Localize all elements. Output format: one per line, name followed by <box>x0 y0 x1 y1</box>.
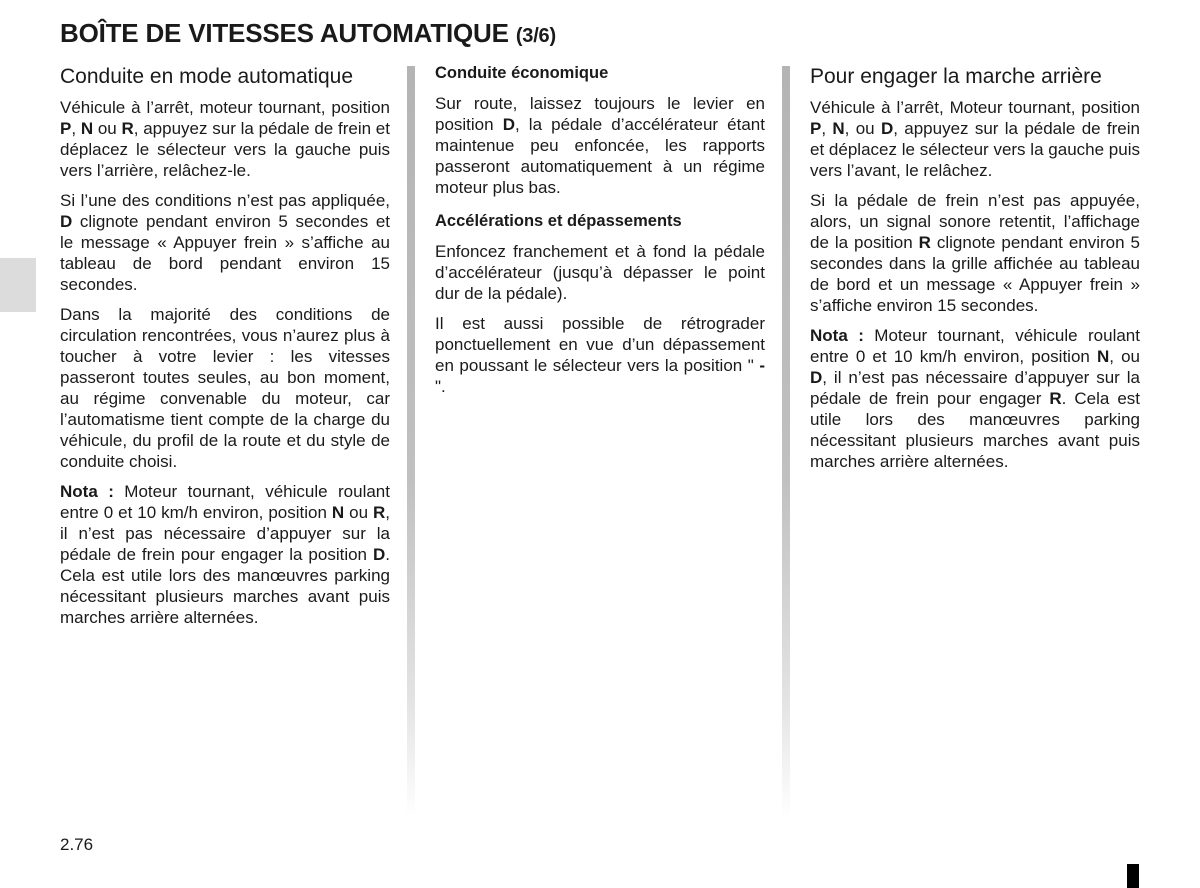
paragraph: Enfoncez franchement et à fond la pédale d’accélérateur (jusqu’à dépasser le point dur de la pédale). <box>435 242 765 303</box>
page-edge-marker <box>1127 864 1139 888</box>
page-title <box>60 18 556 49</box>
text-run: . Cela est utile lors des manœuvres parking nécessitant plusieurs marches avant puis marches arrière alternées. <box>810 389 1141 471</box>
column-reverse-gear <box>810 64 1140 481</box>
subsection-heading: Conduite économique <box>435 64 609 82</box>
position-letter: N <box>832 119 845 138</box>
text-run: ou <box>344 503 373 522</box>
paragraph <box>435 313 765 397</box>
position-letter: D <box>502 115 515 134</box>
text-run: , <box>71 119 81 138</box>
position-letter: R <box>373 503 386 522</box>
position-letter: P <box>60 119 72 138</box>
text-run: Si l’une des conditions n’est pas appliquée, <box>60 191 390 210</box>
position-letter: R <box>121 119 134 138</box>
text-run: , ou <box>844 119 881 138</box>
text-run: , <box>821 119 833 138</box>
column-economy-driving <box>435 63 765 406</box>
position-letter: P <box>810 119 822 138</box>
text-run: Véhicule à l’arrêt, Moteur tournant, position <box>810 98 1140 117</box>
text-run: ". <box>435 377 446 396</box>
paragraph <box>60 190 390 295</box>
section-heading: Conduite en mode automatique <box>60 65 354 88</box>
text-run: clignote pendant environ 5 secondes et le message « Appuyer frein » s’affiche au tableau de bord pendant environ 15 secondes. <box>60 212 390 294</box>
text-run: ou <box>93 119 122 138</box>
column-divider <box>407 66 415 818</box>
note-paragraph <box>60 481 390 628</box>
text-run: Si la pédale de frein n’est pas appuyée, alors, un signal sonore retentit, l’affichage de la position <box>810 191 1140 252</box>
page-title-main: BOÎTE DE VITESSES AUTOMATIQUE <box>60 18 509 48</box>
text-run: Moteur tournant, véhicule roulant entre 0 et 10 km/h environ, position <box>810 326 1140 366</box>
position-letter: N <box>80 119 94 138</box>
text-run: , la pédale d’accélérateur étant maintenue peu enfoncée, les rapports passeront automatiquement à un régime moteur plus bas. <box>435 115 765 197</box>
text-run: Moteur tournant, véhicule roulant entre 0 et 10 km/h environ, position <box>60 482 390 522</box>
text-run: , ou <box>1109 347 1141 366</box>
position-letter: D <box>810 368 823 387</box>
subsection-heading: Accélérations et dépassements <box>435 212 682 230</box>
paragraph <box>810 97 1140 181</box>
text-run: , appuyez sur la pédale de frein et déplacez le sélecteur vers la gauche puis vers l’arrière, relâchez-le. <box>60 119 390 180</box>
paragraph <box>435 93 765 198</box>
paragraph <box>60 97 390 181</box>
position-letter: D <box>372 545 386 564</box>
position-letter: R <box>918 233 931 252</box>
column-divider <box>782 66 790 818</box>
column-automatic-mode <box>60 64 390 637</box>
text-run: Il est aussi possible de rétrograder ponctuellement en vue d’un dépassement en poussant le sélecteur vers la position " <box>435 314 765 375</box>
chapter-tab <box>0 258 36 312</box>
text-run: clignote pendant environ 5 secondes dans la grille affichée au tableau de bord et un message « Appuyer frein » s’affiche environ 15 secondes. <box>810 233 1141 315</box>
note-label: Nota : <box>60 482 114 501</box>
text-run: , il n’est pas nécessaire d’appuyer sur la pédale de frein pour engager la position <box>60 503 391 564</box>
note-label: Nota : <box>810 326 864 345</box>
text-run: , appuyez sur la pédale de frein et déplacez le sélecteur vers la gauche puis vers l’avant, le relâchez. <box>810 119 1140 180</box>
position-letter: D <box>60 212 73 231</box>
text-run: Sur route, laissez toujours le levier en position <box>435 94 765 134</box>
note-paragraph <box>810 325 1140 472</box>
position-symbol: - <box>759 356 765 375</box>
position-letter: N <box>1096 347 1110 366</box>
paragraph <box>810 190 1140 316</box>
position-letter: D <box>880 119 894 138</box>
position-letter: N <box>331 503 345 522</box>
paragraph: Dans la majorité des conditions de circulation rencontrées, vous n’aurez plus à toucher à votre levier : les vitesses passeront toutes seules, au bon moment, au régime convenable du moteur, car l’automatisme tient compte de la charge du véhicule, du profil de la route et du style de conduite choisi. <box>60 305 390 471</box>
position-letter: R <box>1049 389 1062 408</box>
text-run: Véhicule à l’arrêt, moteur tournant, position <box>60 98 390 117</box>
text-run: , il n’est pas nécessaire d’appuyer sur la pédale de frein pour engager <box>810 368 1140 408</box>
section-heading: Pour engager la marche arrière <box>810 65 1102 88</box>
page-number: 2.76 <box>60 835 94 854</box>
text-run: . Cela est utile lors des manœuvres parking nécessitant plusieurs marches avant puis marches arrière alternées. <box>60 545 390 627</box>
page-title-part: (3/6) <box>515 25 556 47</box>
